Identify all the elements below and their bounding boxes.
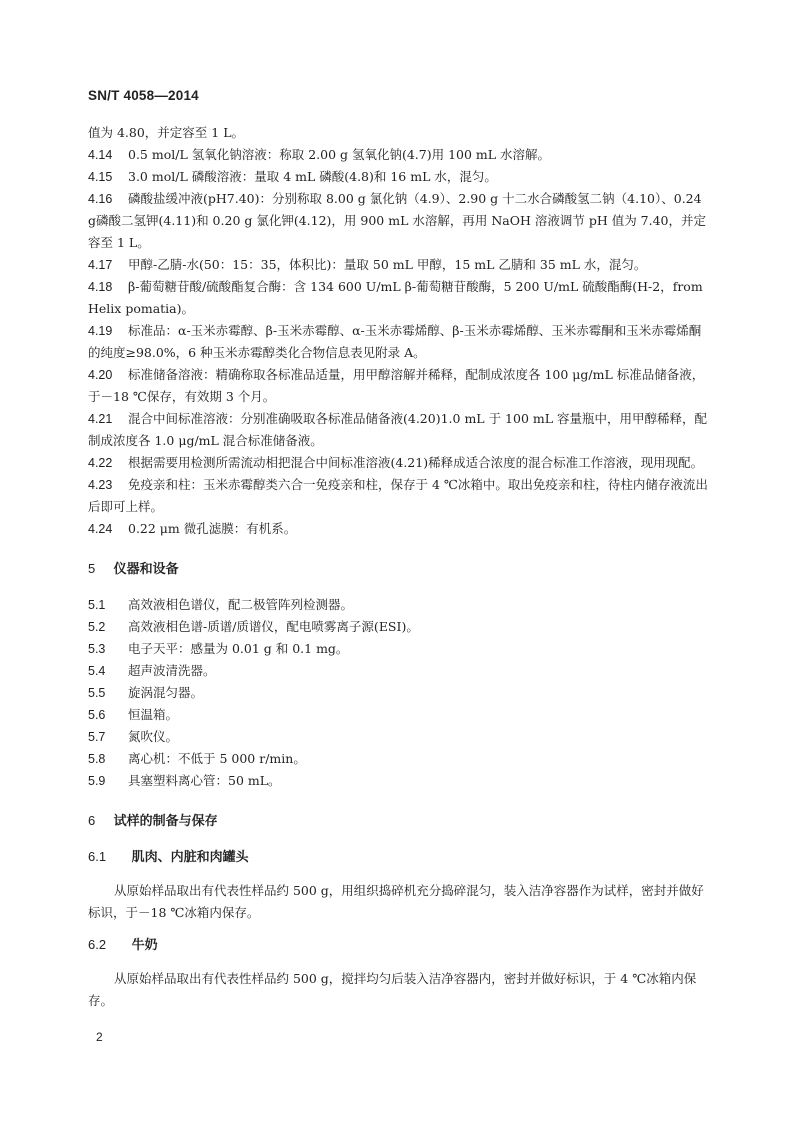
clause-text: 具塞塑料离心管：50 mL。 <box>128 773 281 788</box>
clause-text: 值为 4.80，并定容至 1 L。 <box>88 125 245 140</box>
clause-item <box>88 638 712 660</box>
section-5-number: 5 <box>88 561 96 576</box>
section-5-title: 仪器和设备 <box>113 561 179 576</box>
clause-number: 5.6 <box>88 708 106 722</box>
clause-text: 标准储备溶液：精确称取各标准品适量，用甲醇溶解并稀释，配制成浓度各 100 μg/mL 标准品储备液，于－18 ℃保存，有效期 3 个月。 <box>88 367 705 404</box>
clause-item <box>88 254 712 276</box>
clause-text: 免疫亲和柱：玉米赤霉醇类六合一免疫亲和柱，保存于 4 ℃冰箱中。取出免疫亲和柱，待柱内储存液流出后即可上样。 <box>88 477 708 514</box>
section-4-items <box>88 122 712 540</box>
clause-number: 5.2 <box>88 620 106 634</box>
clause-text: 旋涡混匀器。 <box>128 685 204 700</box>
clause-item <box>88 276 712 320</box>
clause-item <box>88 726 712 748</box>
clause-item <box>88 452 712 474</box>
clause-text: 高效液相色谱仪，配二极管阵列检测器。 <box>128 597 354 612</box>
clause-item <box>88 408 712 452</box>
subsection-6-1-paragraph: 从原始样品取出有代表性样品约 500 g，用组织捣碎机充分捣碎混匀，装入洁净容器作为试样，密封并做好标识，于－18 ℃冰箱内保存。 <box>88 883 704 920</box>
clause-number: 4.18 <box>88 280 113 294</box>
clause-item <box>88 364 712 408</box>
clause-text: 电子天平：感量为 0.01 g 和 0.1 mg。 <box>128 641 349 656</box>
clause-text: 超声波清洗器。 <box>128 663 216 678</box>
clause-number: 4.15 <box>88 170 113 184</box>
clause-number: 4.24 <box>88 522 113 536</box>
clause-number: 5.5 <box>88 686 106 700</box>
clause-item <box>88 474 712 518</box>
clause-item <box>88 704 712 726</box>
document-body <box>88 122 712 1012</box>
clause-item <box>88 594 712 616</box>
clause-text: 磷酸盐缓冲液(pH7.40)：分别称取 8.00 g 氯化钠（4.9）、2.90 g 十二水合磷酸氢二钠（4.10）、0.24 g磷酸二氢钾(4.11)和 0.20 g 氯化钾(4.12)，用 900 mL 水溶解，再用 NaOH 溶液调节 pH 值为 7.40，并定容至 1 L。 <box>88 191 707 250</box>
clause-number: 5.9 <box>88 774 106 788</box>
subsection-6-1-heading <box>88 846 712 868</box>
page-number: 2 <box>96 1030 103 1044</box>
clause-item <box>88 188 712 254</box>
clause-number: 4.14 <box>88 148 113 162</box>
subsection-6-2-heading <box>88 934 712 956</box>
clause-number: 5.3 <box>88 642 106 656</box>
subsection-6-2-number: 6.2 <box>88 937 107 952</box>
section-5-items <box>88 594 712 792</box>
clause-text: 0.5 mol/L 氢氧化钠溶液：称取 2.00 g 氢氧化钠(4.7)用 100 mL 水溶解。 <box>128 147 551 162</box>
clause-number: 4.20 <box>88 368 113 382</box>
clause-item <box>88 660 712 682</box>
clause-number: 4.23 <box>88 478 113 492</box>
clause-item <box>88 320 712 364</box>
clause-text: 混合中间标准溶液：分别准确吸取各标准品储备液(4.20)1.0 mL 于 100 mL 容量瓶中，用甲醇稀释，配制成浓度各 1.0 μg/mL 混合标准储备液。 <box>88 411 707 448</box>
clause-text: 标准品：α-玉米赤霉醇、β-玉米赤霉醇、α-玉米赤霉烯醇、β-玉米赤霉烯醇、玉米赤霉酮和玉米赤霉烯酮的纯度≥98.0%，6 种玉米赤霉醇类化合物信息表见附录 A。 <box>88 323 702 360</box>
subsection-6-2-title: 牛奶 <box>131 937 158 952</box>
clause-number: 4.16 <box>88 192 113 206</box>
clause-number: 4.22 <box>88 456 113 470</box>
section-6-number: 6 <box>88 813 96 828</box>
section-5-heading <box>88 558 712 580</box>
clause-number: 5.7 <box>88 730 106 744</box>
clause-text: 根据需要用检测所需流动相把混合中间标准溶液(4.21)稀释成适合浓度的混合标准工作溶液，现用现配。 <box>128 455 704 470</box>
section-6-title: 试样的制备与保存 <box>113 813 218 828</box>
clause-number: 4.19 <box>88 324 113 338</box>
clause-text: 高效液相色谱-质谱/质谱仪，配电喷雾离子源(ESI)。 <box>128 619 419 634</box>
subsection-6-1-number: 6.1 <box>88 849 107 864</box>
clause-text: 离心机：不低于 5 000 r/min。 <box>128 751 306 766</box>
clause-item <box>88 518 712 540</box>
clause-text: β-葡萄糖苷酸/硫酸酯复合酶：含 134 600 U/mL β-葡萄糖苷酸酶，5 200 U/mL 硫酸酯酶(H-2，from Helix pomatia)。 <box>88 279 703 316</box>
subsection-6-2-paragraph: 从原始样品取出有代表性样品约 500 g，搅拌均匀后装入洁净容器内，密封并做好标识，于 4 ℃冰箱内保存。 <box>88 971 697 1008</box>
clause-item <box>88 144 712 166</box>
clause-number: 5.8 <box>88 752 106 766</box>
clause-number: 5.4 <box>88 664 106 678</box>
clause-text: 0.22 μm 微孔滤膜：有机系。 <box>128 521 297 536</box>
clause-number: 5.1 <box>88 598 106 612</box>
clause-text: 3.0 mol/L 磷酸溶液：量取 4 mL 磷酸(4.8)和 16 mL 水，混匀。 <box>128 169 497 184</box>
clause-text: 甲醇-乙腈-水(50：15：35，体积比)：量取 50 mL 甲醇，15 mL 乙腈和 35 mL 水，混匀。 <box>128 257 647 272</box>
section-6-heading <box>88 810 712 832</box>
clause-text: 氮吹仪。 <box>128 729 179 744</box>
clause-number: 4.21 <box>88 412 113 426</box>
clause-item <box>88 616 712 638</box>
clause-item <box>88 166 712 188</box>
clause-text: 恒温箱。 <box>128 707 179 722</box>
clause-item <box>88 122 712 144</box>
clause-item <box>88 770 712 792</box>
clause-item <box>88 682 712 704</box>
subsection-6-1-title: 肌肉、内脏和肉罐头 <box>131 849 249 864</box>
clause-item <box>88 748 712 770</box>
standard-code: SN/T 4058—2014 <box>88 88 199 103</box>
clause-number: 4.17 <box>88 258 113 272</box>
